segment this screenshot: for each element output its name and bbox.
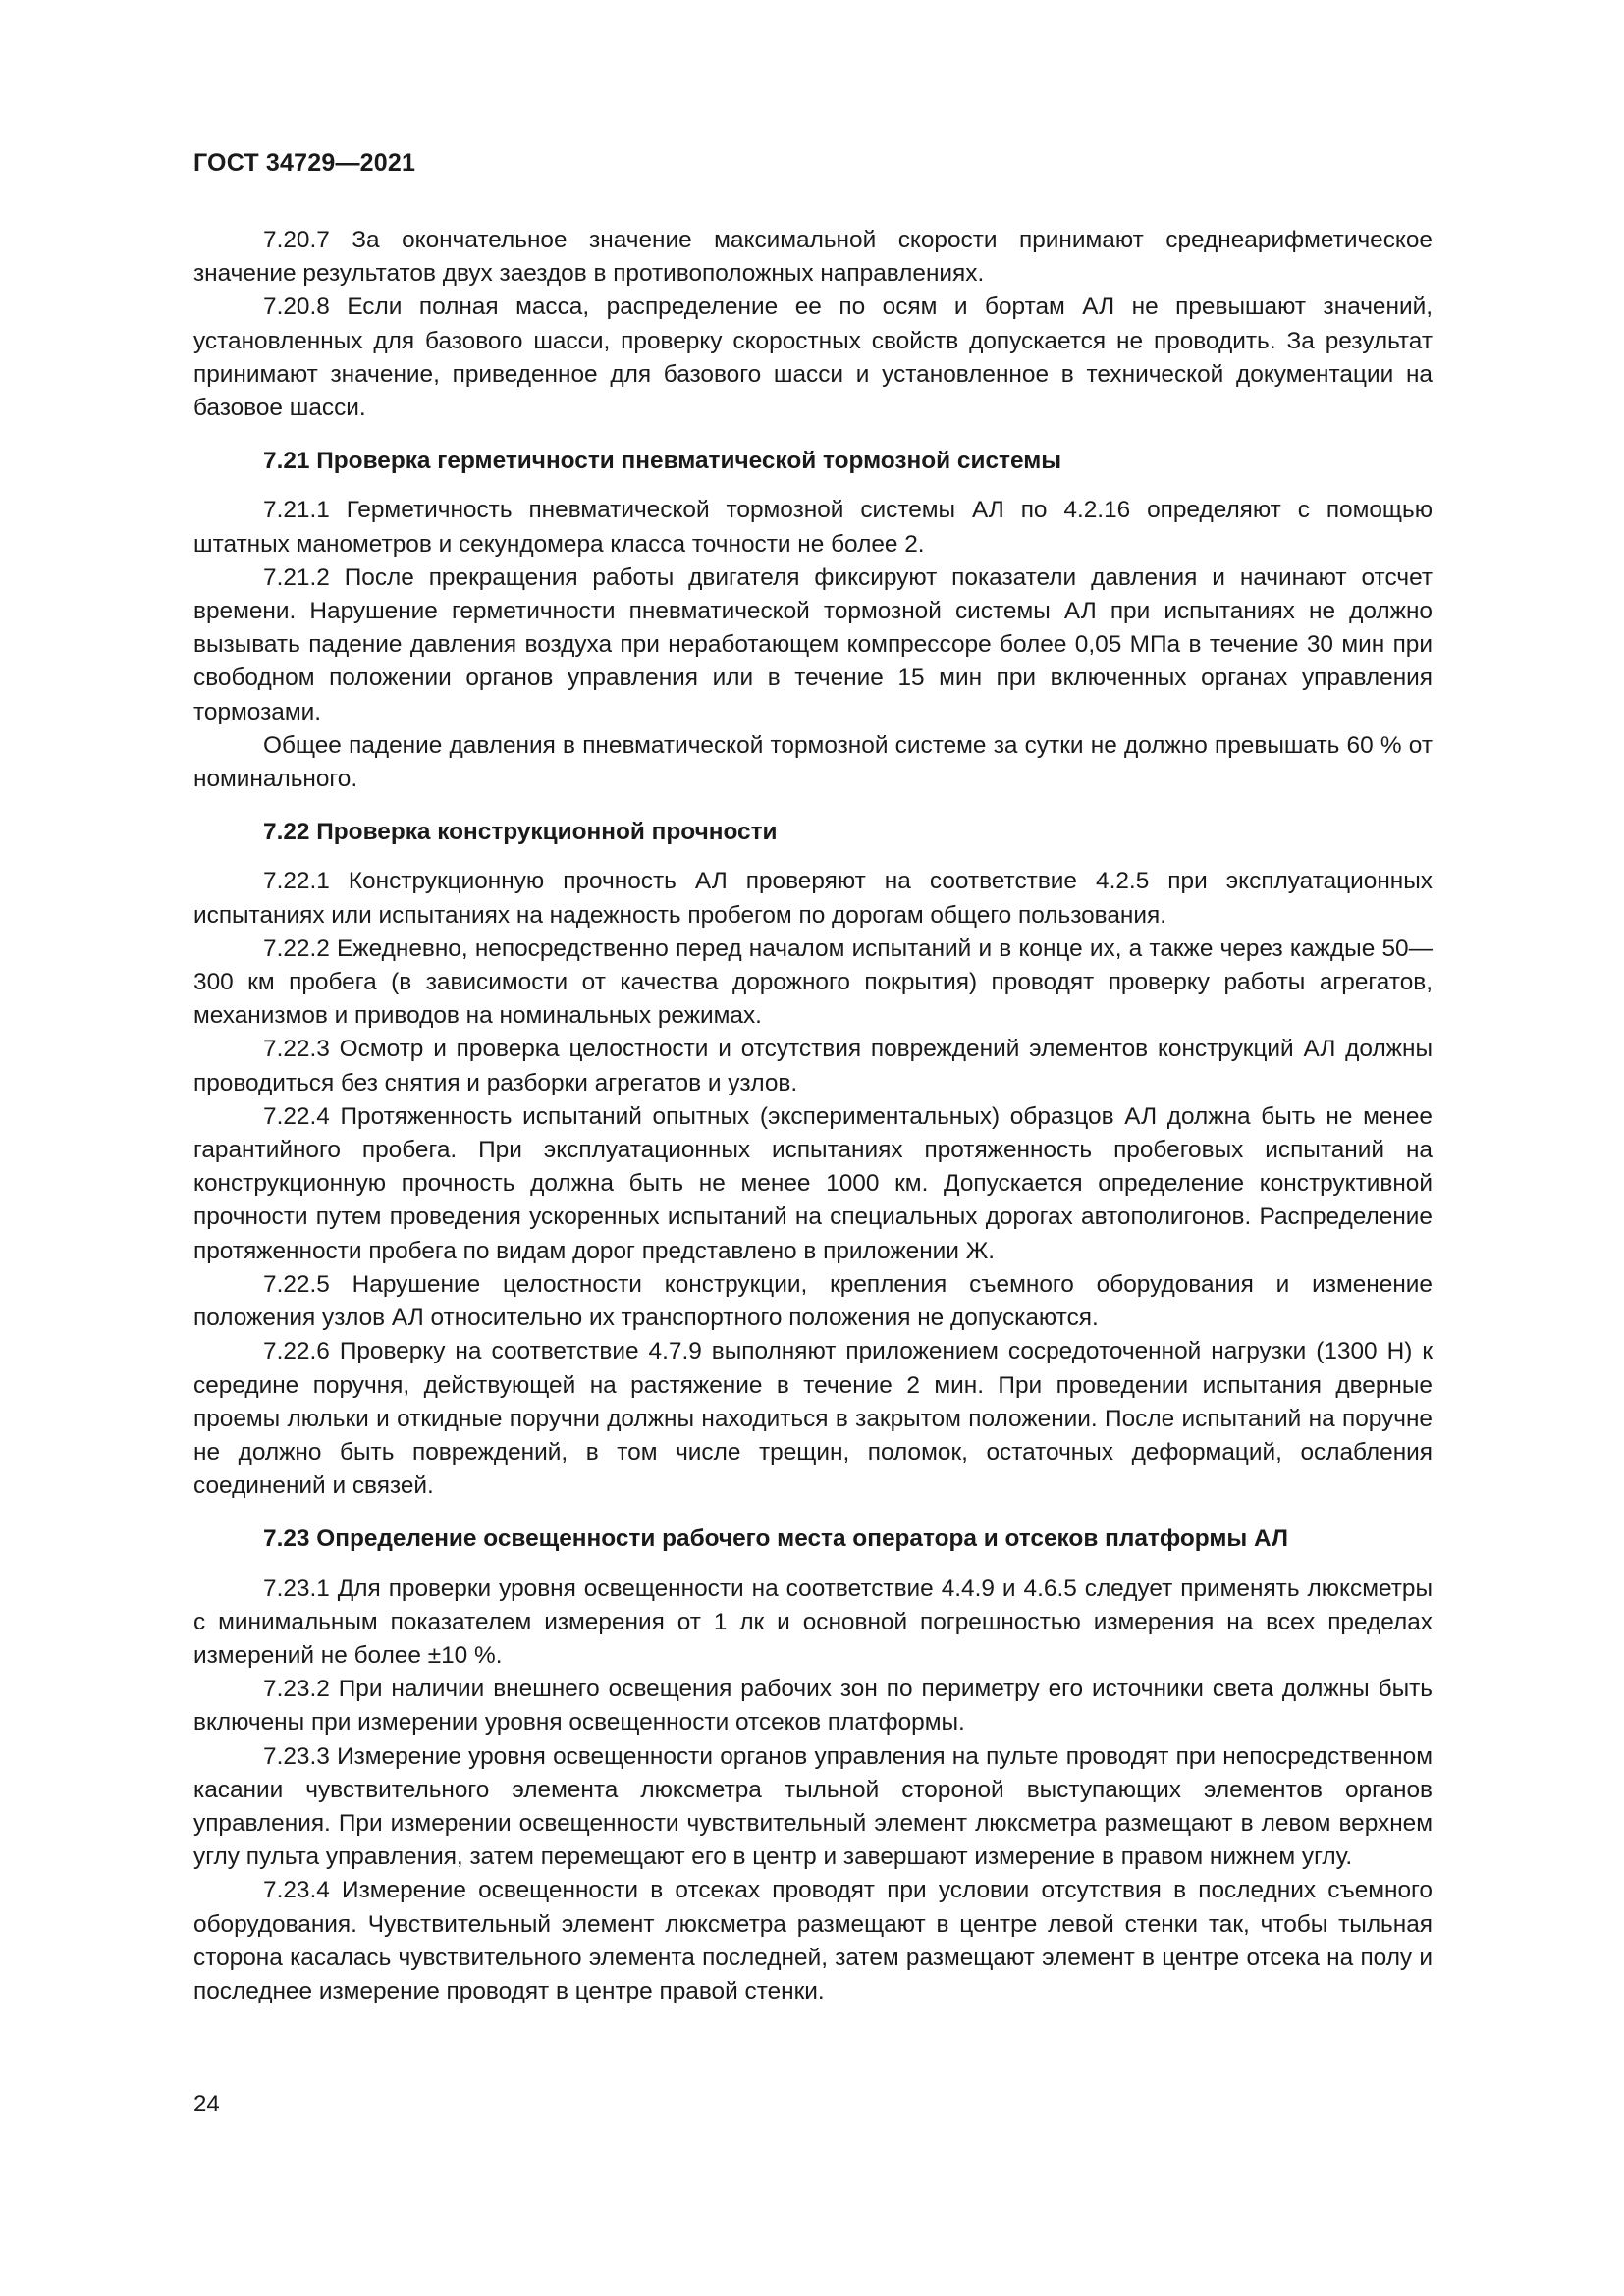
document-body: [193, 224, 1433, 2008]
section-heading-7-23: 7.23 Определение освещенности рабочего места оператора и отсеков платформы АЛ: [263, 1525, 1289, 1553]
paragraph-7-20-7: 7.20.7 За окончательное значение максимальной скорости принимают среднеарифметическое значение результатов двух заездов в противоположных направлениях.: [193, 227, 1433, 288]
paragraph-7-22-1: 7.22.1 Конструкционную прочность АЛ проверяют на соответствие 4.2.5 при эксплуатационных испытаниях или испытаниях на надежность пробегом по дорогам общего пользования.: [193, 868, 1433, 929]
paragraph-7-20-8: 7.20.8 Если полная масса, распределение ее по осям и бортам АЛ не превышают значений, установленных для базового шасси, проверку скоростных свойств допускается не проводить. За результат принимают значение, приведенное для базового шасси и установленное в технической документации на базовое шасси.: [193, 294, 1433, 422]
document-code: ГОСТ 34729—2021: [193, 149, 416, 177]
paragraph-7-21-2-continued: Общее падение давления в пневматической тормозной системе за сутки не должно превышать 60 % от номинального.: [193, 731, 1433, 793]
paragraph-7-22-2: 7.22.2 Ежедневно, непосредственно перед началом испытаний и в конце их, а также через каждые 50—300 км пробега (в зависимости от качества дорожного покрытия) проводят проверку работы агрегатов, механизмов и приводов на номинальных режимах.: [193, 934, 1433, 1030]
paragraph-7-22-6: 7.22.6 Проверку на соответствие 4.7.9 выполняют приложением сосредоточенной нагрузки (1300 Н) к середине поручня, действующей на растяжение в течение 2 мин. При проведении испытания дверные проемы люльки и откидные поручни должны находиться в закрытом положении. После испытаний на поручне не должно быть повреждений, в том числе трещин, поломок, остаточных деформаций, ослабления соединений и связей.: [193, 1338, 1433, 1500]
paragraph-7-23-1: 7.23.1 Для проверки уровня освещенности на соответствие 4.4.9 и 4.6.5 следует применять люксметры с минимальным показателем измерения от 1 лк и основной погрешностью измерения на всех пределах измерений не более ±10 %.: [193, 1575, 1433, 1669]
paragraph-7-21-2: 7.21.2 После прекращения работы двигателя фиксируют показатели давления и начинают отсчет времени. Нарушение герметичности пневматической тормозной системы АЛ при испытаниях не должно вызывать падение давления воздуха при неработающем компрессоре более 0,05 МПа в течение 30 мин при свободном положении органов управления или в течение 15 мин при включенных органах управления тормозами.: [193, 563, 1433, 725]
paragraph-7-23-2: 7.23.2 При наличии внешнего освещения рабочих зон по периметру его источники света должны быть включены при измерении уровня освещенности отсеков платформы.: [193, 1676, 1433, 1736]
page-number: 24: [193, 2091, 220, 2117]
section-heading-7-21: 7.21 Проверка герметичности пневматической тормозной системы: [263, 448, 1062, 475]
paragraph-7-21-1: 7.21.1 Герметичность пневматической тормозной системы АЛ по 4.2.16 определяют с помощью штатных манометров и секундомера класса точности не более 2.: [193, 497, 1433, 558]
paragraph-7-22-4: 7.22.4 Протяженность испытаний опытных (экспериментальных) образцов АЛ должна быть не менее гарантийного пробега. При эксплуатационных испытаниях протяженность пробеговых испытаний на конструкционную прочность должна быть не менее 1000 км. Допускается определение конструктивной прочности путем проведения ускоренных испытаний на специальных дорогах автополигонов. Распределение протяженности пробега по видам дорог представлено в приложении Ж.: [193, 1102, 1433, 1264]
paragraph-7-23-4: 7.23.4 Измерение освещенности в отсеках проводят при условии отсутствия в последних съемного оборудования. Чувствительный элемент люксметра размещают в центре левой стенки так, чтобы тыльная сторона касалась чувствительного элемента последней, затем размещают элемент в центре отсека на полу и последнее измерение проводят в центре правой стенки.: [193, 1877, 1433, 2004]
paragraph-7-22-3: 7.22.3 Осмотр и проверка целостности и отсутствия повреждений элементов конструкций АЛ должны проводиться без снятия и разборки агрегатов и узлов.: [193, 1036, 1433, 1096]
section-heading-7-22: 7.22 Проверка конструкционной прочности: [263, 819, 778, 846]
paragraph-7-23-3: 7.23.3 Измерение уровня освещенности органов управления на пульте проводят при непосредственном касании чувствительного элемента люксметра тыльной стороной выступающих элементов органов управления. При измерении освещенности чувствительный элемент люксметра размещают в левом верхнем углу пульта управления, затем перемещают его в центр и завершают измерение в правом нижнем углу.: [193, 1742, 1433, 1871]
paragraph-7-22-5: 7.22.5 Нарушение целостности конструкции, крепления съемного оборудования и изменение положения узлов АЛ относительно их транспортного положения не допускаются.: [193, 1270, 1433, 1332]
